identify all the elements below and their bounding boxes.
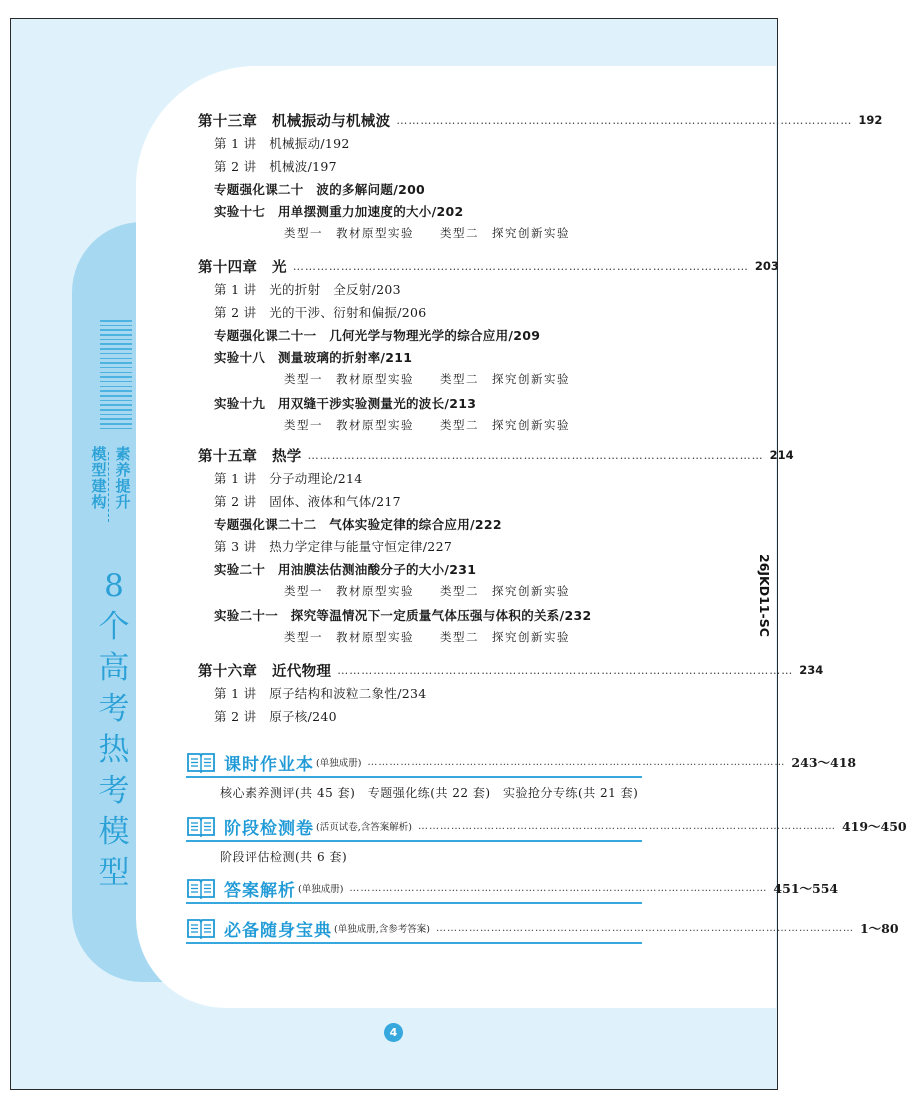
side-label-char: 养	[115, 461, 131, 479]
chapter-heading	[198, 660, 824, 680]
vertical-title-char: 热	[98, 732, 130, 768]
lecture-entry: 第 1 讲 原子结构和波粒二象性/234	[214, 686, 427, 701]
lecture-entry: 第 2 讲 机械波/197	[214, 158, 337, 174]
topic-entry: 实验十八 测量玻璃的折射率/211	[214, 350, 413, 366]
section-note: (单独成册,含参考答案)	[334, 924, 430, 935]
lecture-entry: 第 2 讲 原子核/240	[214, 708, 337, 724]
leader-dots: ……………………………………………………………………………………………………	[396, 113, 853, 127]
chapter-page: 203	[754, 259, 779, 273]
section-page-range: 451～554	[773, 881, 839, 896]
vertical-title-char: 8	[104, 568, 124, 604]
vertical-title-char: 型	[98, 855, 130, 891]
side-label-col-1	[90, 446, 108, 510]
section-heading	[186, 748, 857, 778]
section-description: 阶段评估检测(共 6 套)	[220, 850, 348, 864]
chapter-heading	[198, 110, 883, 130]
section-title: 答案解析	[224, 880, 296, 901]
book-icon	[186, 877, 216, 899]
side-label-divider	[108, 452, 109, 522]
leader-dots: ……………………………………………………………………………………………………	[435, 922, 854, 934]
experiment-types: 类型一 教材原型实验 类型二 探究创新实验	[284, 629, 570, 644]
side-label-char: 构	[91, 493, 107, 511]
topic-entry: 实验十七 用单摆测重力加速度的大小/202	[214, 204, 464, 220]
section-title: 阶段检测卷	[224, 818, 314, 839]
decorative-stripes	[100, 320, 132, 433]
side-label-char: 素	[115, 445, 131, 463]
topic-entry: 专题强化课二十一 几何光学与物理光学的综合应用/209	[214, 327, 541, 343]
vertical-title-char: 个	[98, 609, 130, 645]
experiment-types: 类型一 教材原型实验 类型二 探究创新实验	[284, 372, 570, 387]
book-icon	[186, 751, 216, 773]
chapter-title: 第十四章 光	[198, 259, 287, 276]
chapter-title: 第十五章 热学	[198, 448, 302, 465]
lecture-entry: 第 1 讲 机械振动/192	[214, 136, 350, 151]
section-heading	[186, 874, 839, 904]
leader-dots: ……………………………………………………………………………………………………	[367, 756, 786, 768]
book-icon	[186, 815, 216, 837]
vertical-title-char: 考	[98, 691, 130, 727]
section-title: 课时作业本	[224, 754, 314, 775]
side-label	[84, 446, 146, 536]
side-label-char: 建	[91, 477, 107, 495]
side-label-char: 升	[115, 493, 131, 511]
side-label-col-2	[114, 446, 132, 510]
section-description: 核心素养测评(共 45 套) 专题强化练(共 22 套) 实验抢分专练(共 21 套)	[220, 786, 639, 800]
vertical-title-char: 模	[98, 814, 130, 850]
lecture-entry: 第 2 讲 光的干涉、衍射和偏振/206	[214, 304, 427, 320]
leader-dots: ……………………………………………………………………………………………………	[417, 820, 836, 832]
page-number: 4	[384, 1023, 403, 1042]
lecture-entry: 第 1 讲 分子动理论/214	[214, 471, 363, 486]
experiment-types: 类型一 教材原型实验 类型二 探究创新实验	[284, 584, 570, 598]
topic-entry: 实验二十 用油膜法估测油酸分子的大小/231	[214, 562, 477, 578]
side-label-char: 提	[115, 477, 131, 495]
chapter-title: 第十六章 近代物理	[198, 663, 332, 680]
book-code: 26JKD11-SC	[757, 554, 772, 637]
vertical-title-char: 考	[98, 773, 130, 809]
experiment-types: 类型一 教材原型实验 类型二 探究创新实验	[284, 226, 570, 241]
side-label-char: 型	[91, 461, 107, 479]
section-page-range: 1～80	[859, 921, 899, 936]
lecture-entry: 第 1 讲 光的折射 全反射/203	[214, 282, 401, 297]
experiment-types: 类型一 教材原型实验 类型二 探究创新实验	[284, 417, 570, 432]
leader-dots: ……………………………………………………………………………………………………	[337, 663, 794, 677]
section-page-range: 243～418	[791, 755, 857, 770]
side-vertical-title	[86, 566, 142, 894]
section-note: (活页试卷,含答案解析)	[316, 822, 412, 833]
chapter-page: 214	[769, 448, 794, 462]
leader-dots: ……………………………………………………………………………………………………	[349, 882, 768, 894]
topic-entry: 专题强化课二十 波的多解问题/200	[214, 181, 426, 197]
topic-entry: 专题强化课二十二 气体实验定律的综合应用/222	[214, 516, 502, 532]
chapter-heading	[198, 445, 794, 465]
topic-entry: 实验十九 用双缝干涉实验测量光的波长/213	[214, 396, 477, 411]
leader-dots: ……………………………………………………………………………………………………	[292, 259, 749, 273]
section-heading	[186, 914, 899, 944]
topic-entry: 实验二十一 探究等温情况下一定质量气体压强与体积的关系/232	[214, 607, 592, 623]
side-label-char: 模	[91, 445, 107, 463]
section-title: 必备随身宝典	[224, 920, 332, 941]
chapter-title: 第十三章 机械振动与机械波	[198, 113, 391, 130]
leader-dots: ……………………………………………………………………………………………………	[307, 448, 764, 462]
section-heading	[186, 812, 907, 842]
section-note: (单独成册)	[298, 884, 344, 895]
section-page-range: 419～450	[841, 819, 907, 834]
chapter-page: 234	[799, 663, 824, 677]
vertical-title-char: 高	[98, 650, 130, 686]
chapter-page: 192	[858, 113, 883, 127]
section-note: (单独成册)	[316, 758, 362, 769]
lecture-entry: 第 2 讲 固体、液体和气体/217	[214, 493, 401, 509]
lecture-entry: 第 3 讲 热力学定律与能量守恒定律/227	[214, 539, 453, 555]
book-icon	[186, 917, 216, 939]
chapter-heading	[198, 256, 779, 276]
